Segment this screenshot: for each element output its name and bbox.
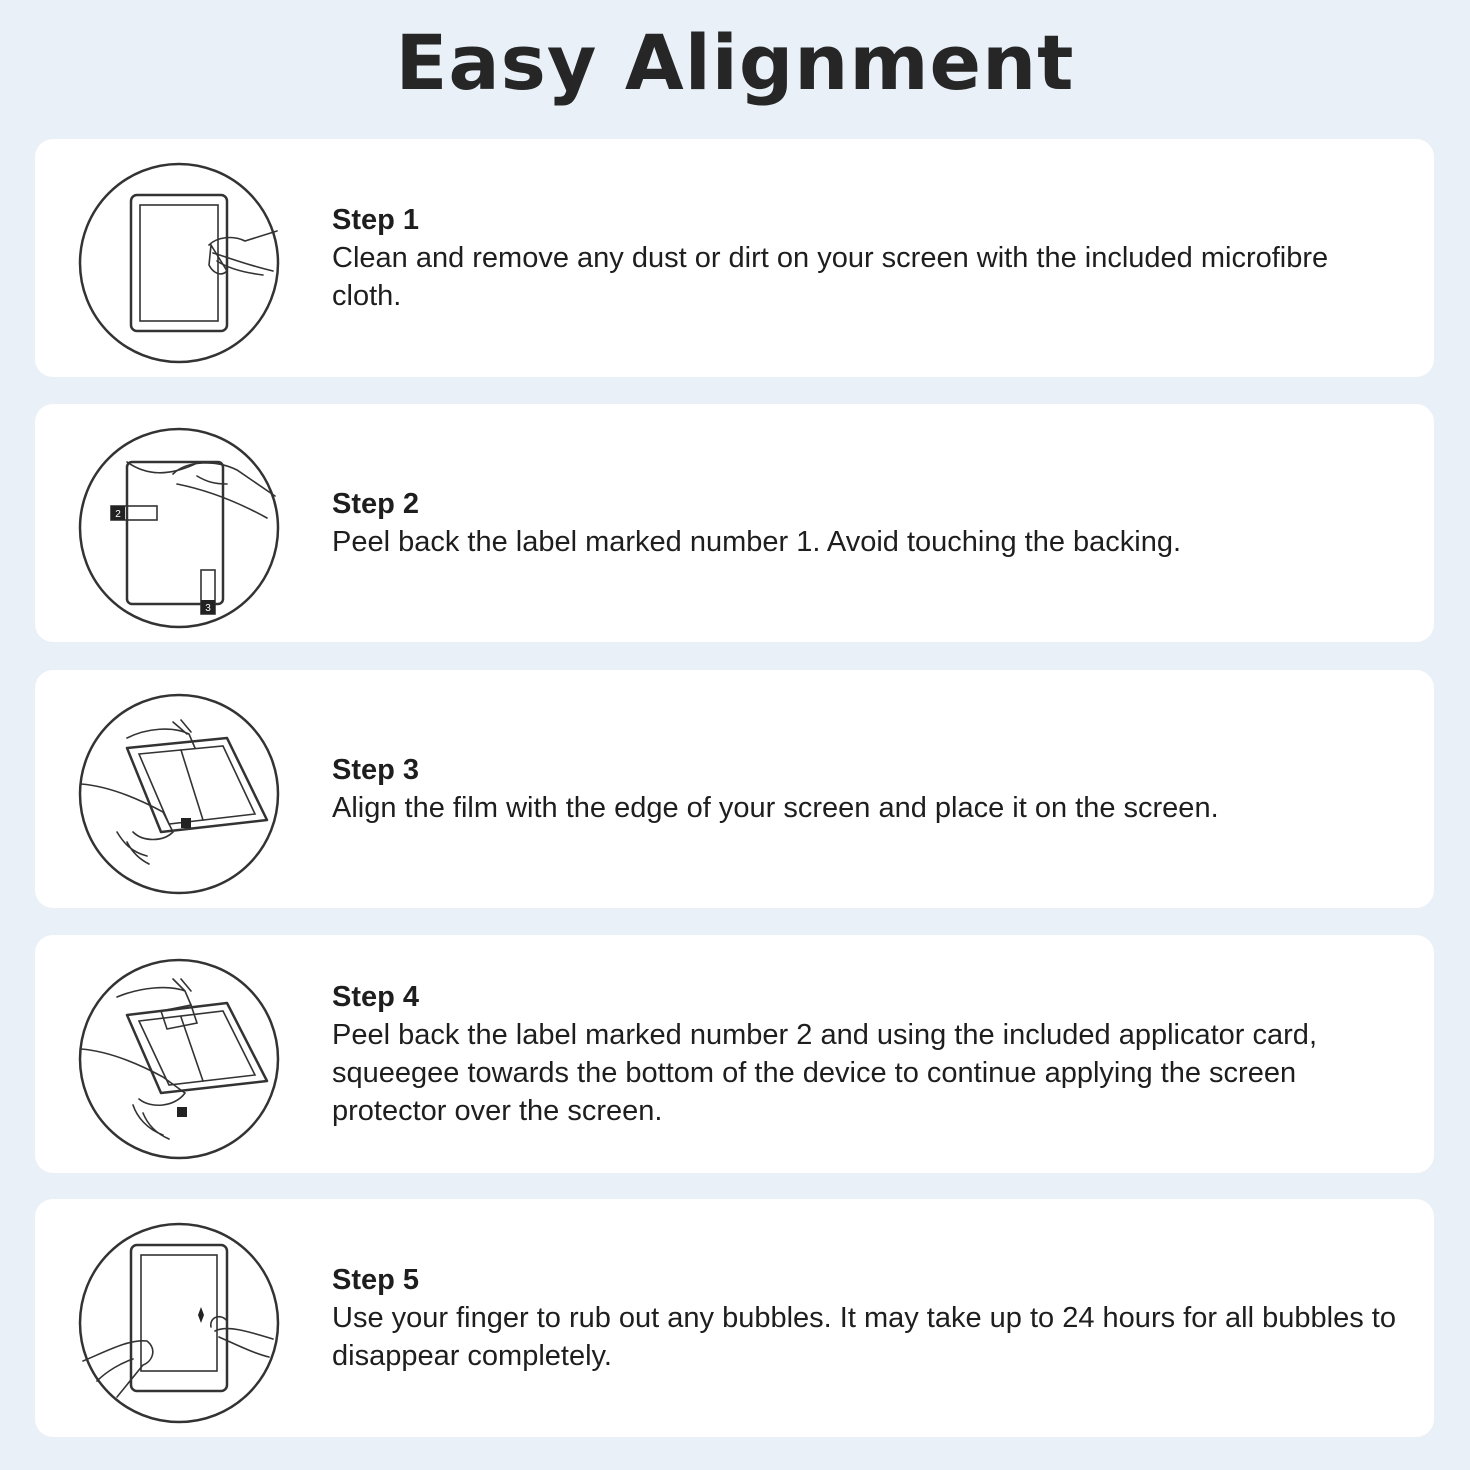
step-title: Step 1: [332, 204, 420, 236]
peel-label-icon: [77, 426, 281, 630]
step-description: Clean and remove any dust or dirt on your screen with the included microfibre cloth.: [332, 242, 1329, 312]
step-title: Step 3: [332, 754, 420, 786]
step-description: Peel back the label marked number 1. Avoid touching the backing.: [332, 526, 1182, 558]
step-description: Align the film with the edge of your screen and place it on the screen.: [332, 792, 1219, 824]
rub-bubbles-icon: [77, 1221, 281, 1425]
step-card-3: [35, 670, 1434, 908]
squeegee-icon: [77, 957, 281, 1161]
step-description: Peel back the label marked number 2 and using the included applicator card, squeegee towards the bottom of the device to continue applying the screen protector over the screen.: [332, 1019, 1317, 1127]
step-card-1: [35, 139, 1434, 377]
cloth-wipe-icon: [77, 161, 281, 365]
step-description: Use your finger to rub out any bubbles. It may take up to 24 hours for all bubbles to disappear completely.: [332, 1302, 1396, 1372]
step-title: Step 5: [332, 1264, 420, 1296]
step-card-4: [35, 935, 1434, 1173]
step-card-2: [35, 404, 1434, 642]
step-title: Step 4: [332, 981, 420, 1013]
label-2: 2: [115, 509, 121, 520]
label-3: 3: [205, 603, 211, 614]
step-title: Step 2: [332, 488, 420, 520]
page-title: Easy Alignment: [395, 18, 1075, 107]
align-film-icon: [77, 692, 281, 896]
step-card-5: [35, 1199, 1434, 1437]
